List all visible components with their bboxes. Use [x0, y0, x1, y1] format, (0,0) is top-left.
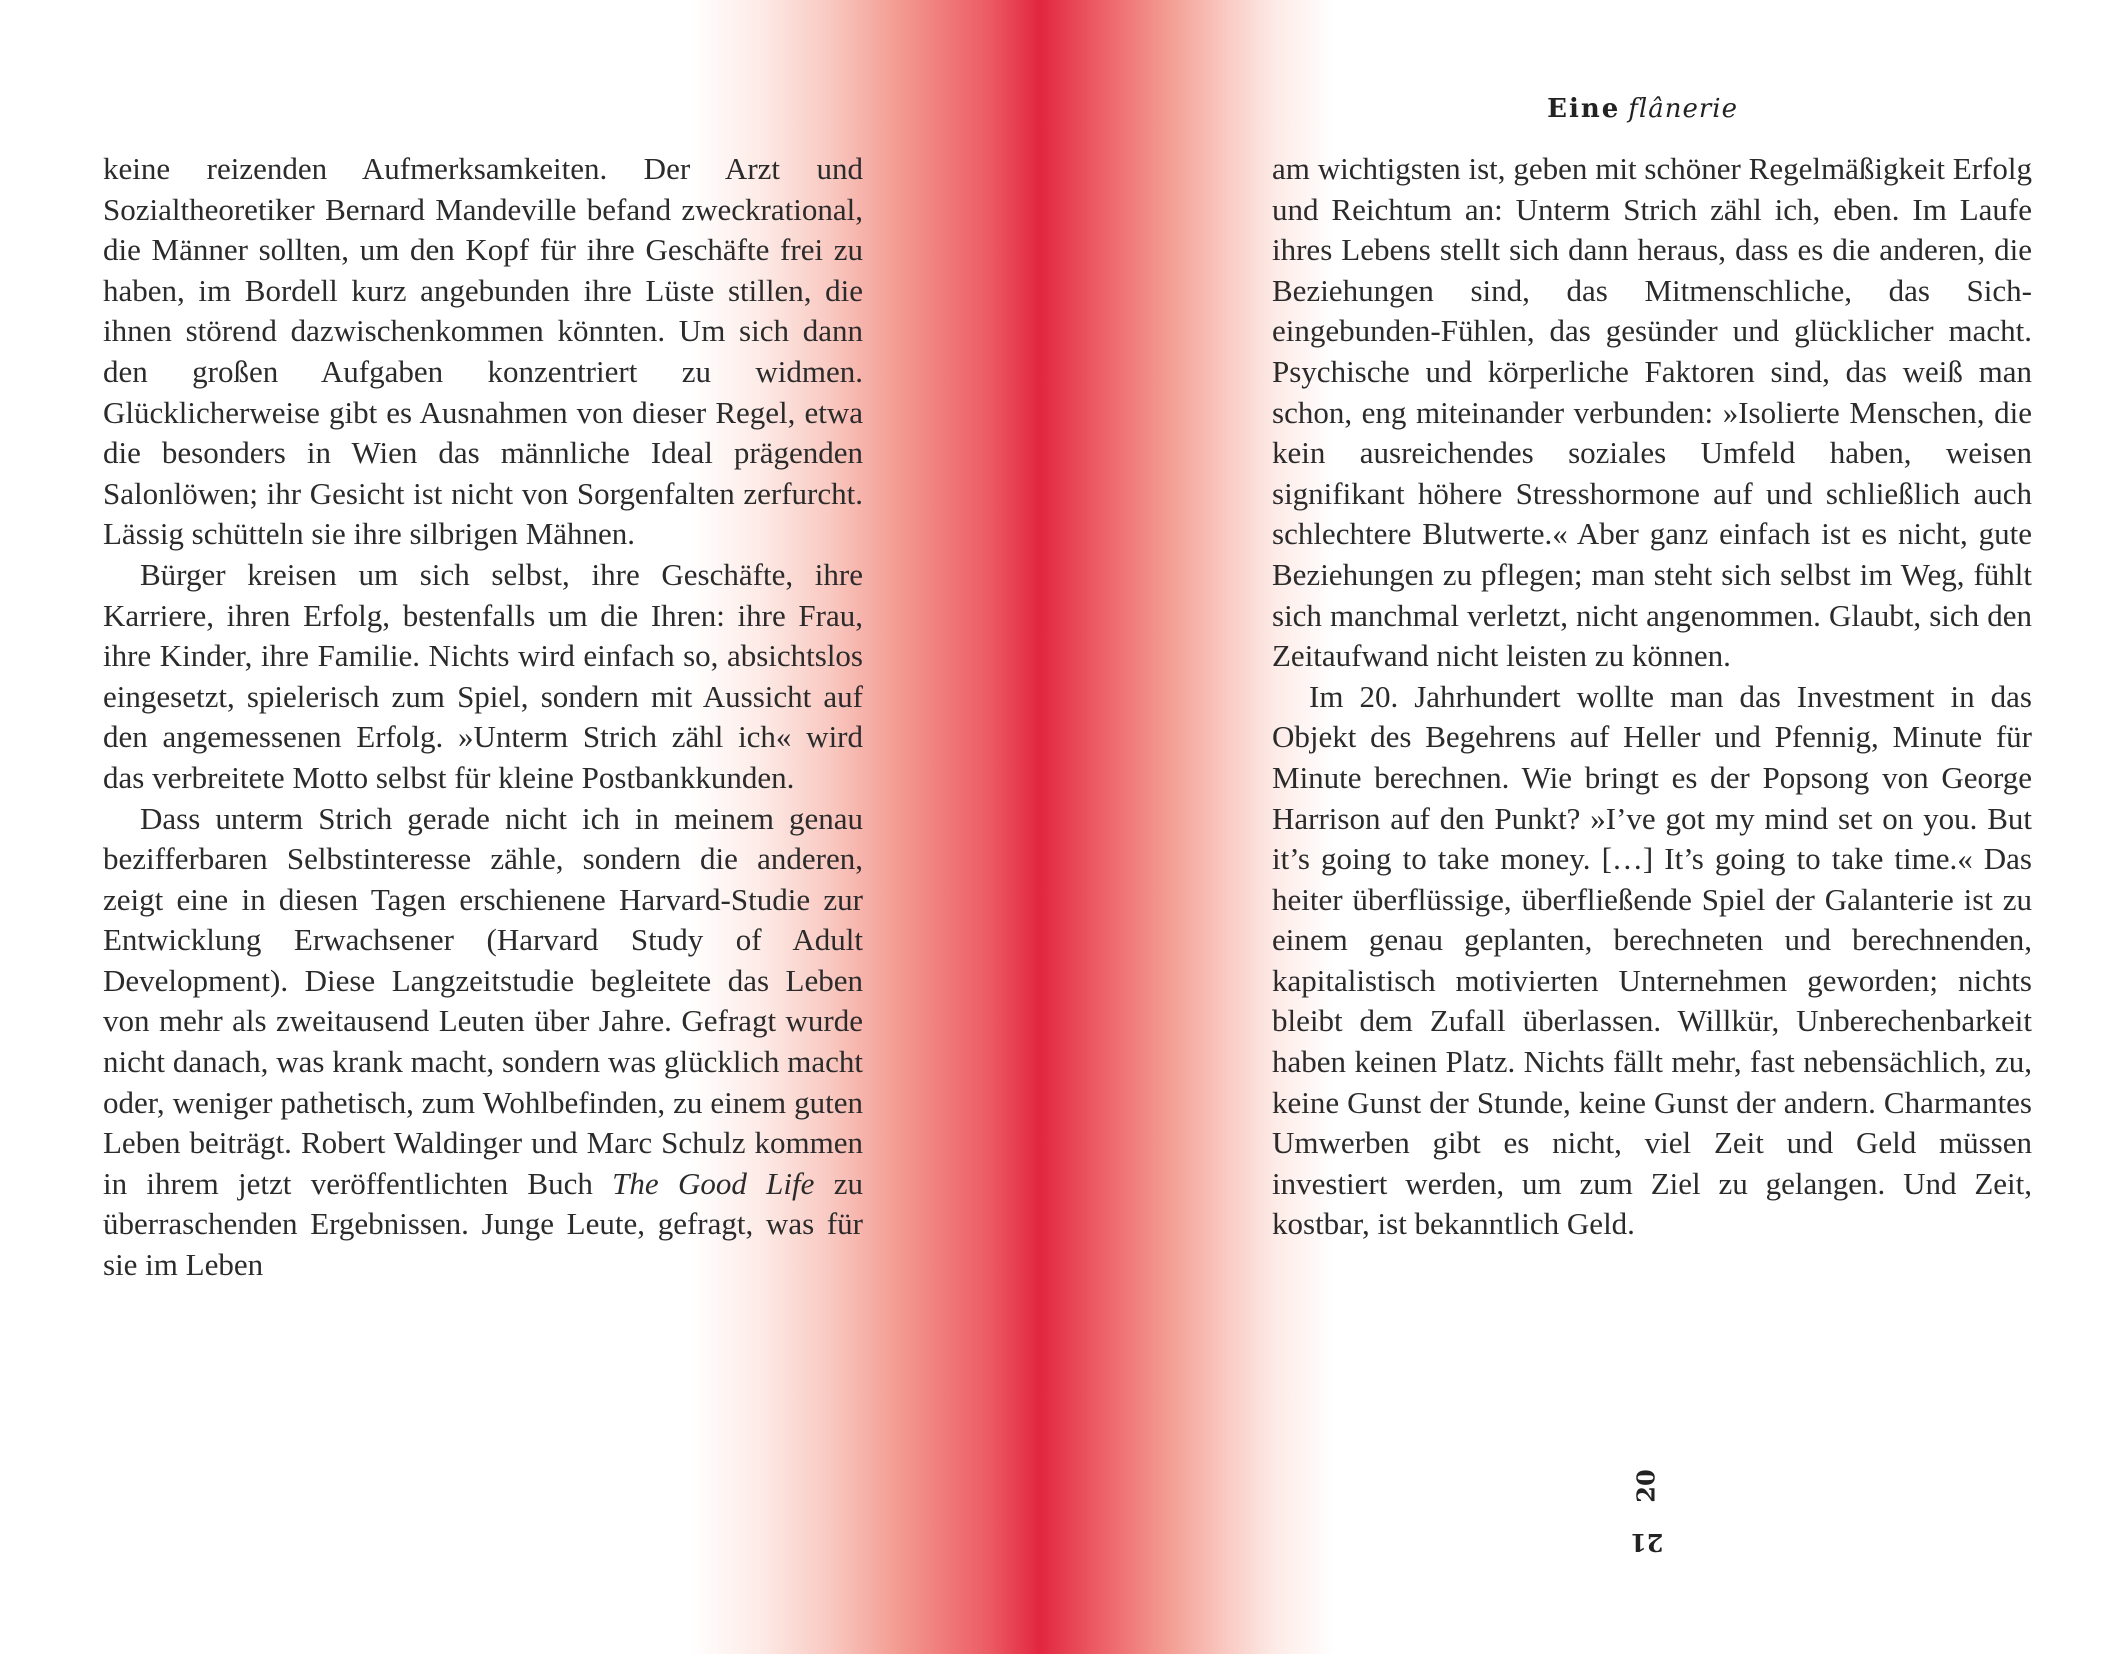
left-page: [103, 149, 863, 1286]
right-paragraph-1: am wichtigsten ist, geben mit schöner Regelmäßigkeit Erfolg und Reichtum an: Unterm Strich zähl ich, eben. Im Laufe ihres Lebens stellt sich dann heraus, dass es die anderen, die Beziehungen sind, das Mitmenschliche, das Sich-eingebunden-Fühlen, das gesünder und glücklicher macht. Psychische und körperliche Faktoren sind, das weiß man schon, eng miteinander verbunden: »Isolierte Menschen, die kein ausreichendes soziales Umfeld haben, weisen signifikant höhere Stresshormone auf und schließlich auch schlechtere Blutwerte.« Aber ganz einfach ist es nicht, gute Beziehungen zu pflegen; man steht sich selbst im Weg, fühlt sich manchmal verletzt, nicht angenommen. Glaubt, sich den Zeitaufwand nicht leisten zu können.: [1272, 151, 2032, 674]
right-page: [1272, 149, 2032, 1245]
left-paragraph-3-text-b: zu überraschenden Ergebnissen. Junge Leute, gefragt, was für sie im Leben: [103, 1165, 863, 1283]
page-number-21: 21: [1630, 1528, 1664, 1557]
page-number-20: 20: [1631, 1469, 1661, 1503]
book-title: The Good Life: [612, 1165, 815, 1201]
running-head-italic: flânerie: [1628, 94, 1738, 124]
right-paragraph-2: Im 20. Jahrhundert wollte man das Investment in das Objekt des Begehrens auf Heller und Pfennig, Minute für Minute berechnen. Wie bringt es der Popsong von George Harrison auf den Punkt? »I’ve got my mind set on you. But it’s going to take money. […] It’s going to take time.« Das heiter überflüssige, überfließende Spiel der Galanterie ist zu einem genau geplanten, berechneten und berechnenden, kapitalistisch motivierten Unternehmen geworden; nichts bleibt dem Zufall überlassen. Willkür, Unberechenbarkeit haben keinen Platz. Nichts fällt mehr, fast nebensächlich, zu, keine Gunst der Stunde, keine Gunst der andern. Charmantes Umwerben gibt es nicht, viel Zeit und Geld müssen investiert werden, um zum Ziel zu gelangen. Und Zeit, kostbar, ist bekanntlich Geld.: [1272, 678, 2032, 1242]
running-head: [1547, 94, 1738, 124]
left-paragraph-3-text-a: Dass unterm Strich gerade nicht ich in meinem genau bezifferbaren Selbstinteresse zähle, sondern die anderen, zeigt eine in diesen Tagen erschienene Harvard-Studie zur Entwicklung Erwachsener (Harvard Study of Adult Development). Diese Langzeitstudie begleitete das Leben von mehr als zweitausend Leuten über Jahre. Gefragt wurde nicht danach, was krank macht, sondern was glücklich macht oder, weniger pathetisch, zum Wohlbefinden, zu einem guten Leben beiträgt. Robert Waldinger und Marc Schulz kommen in ihrem jetzt veröffentlichten Buch: [103, 800, 863, 1201]
running-head-text: Eine: [1547, 94, 1621, 124]
left-paragraph-2: Bürger kreisen um sich selbst, ihre Geschäfte, ihre Karriere, ihren Erfolg, bestenfalls um die Ihren: ihre Frau, ihre Kinder, ihre Familie. Nichts wird einfach so, absichtslos eingesetzt, spielerisch zum Spiel, sondern mit Aussicht auf den angemessenen Erfolg. »Unterm Strich zähl ich« wird das verbreitete Motto selbst für kleine Postbankkunden.: [103, 556, 863, 795]
left-paragraph-1: keine reizenden Aufmerksamkeiten. Der Arzt und Sozialtheoretiker Bernard Mandeville befand zweckrational, die Männer sollten, um den Kopf für ihre Geschäfte frei zu haben, im Bordell kurz angebunden ihre Lüste stillen, die ihnen störend dazwischenkommen könnten. Um sich dann den großen Aufgaben konzentriert zu widmen. Glücklicherweise gibt es Ausnahmen von dieser Regel, etwa die besonders in Wien das männliche Ideal prägenden Salonlöwen; ihr Gesicht ist nicht von Sorgenfalten zerfurcht. Lässig schütteln sie ihre silbrigen Mähnen.: [103, 151, 863, 552]
left-paragraph-3: [103, 799, 863, 1286]
